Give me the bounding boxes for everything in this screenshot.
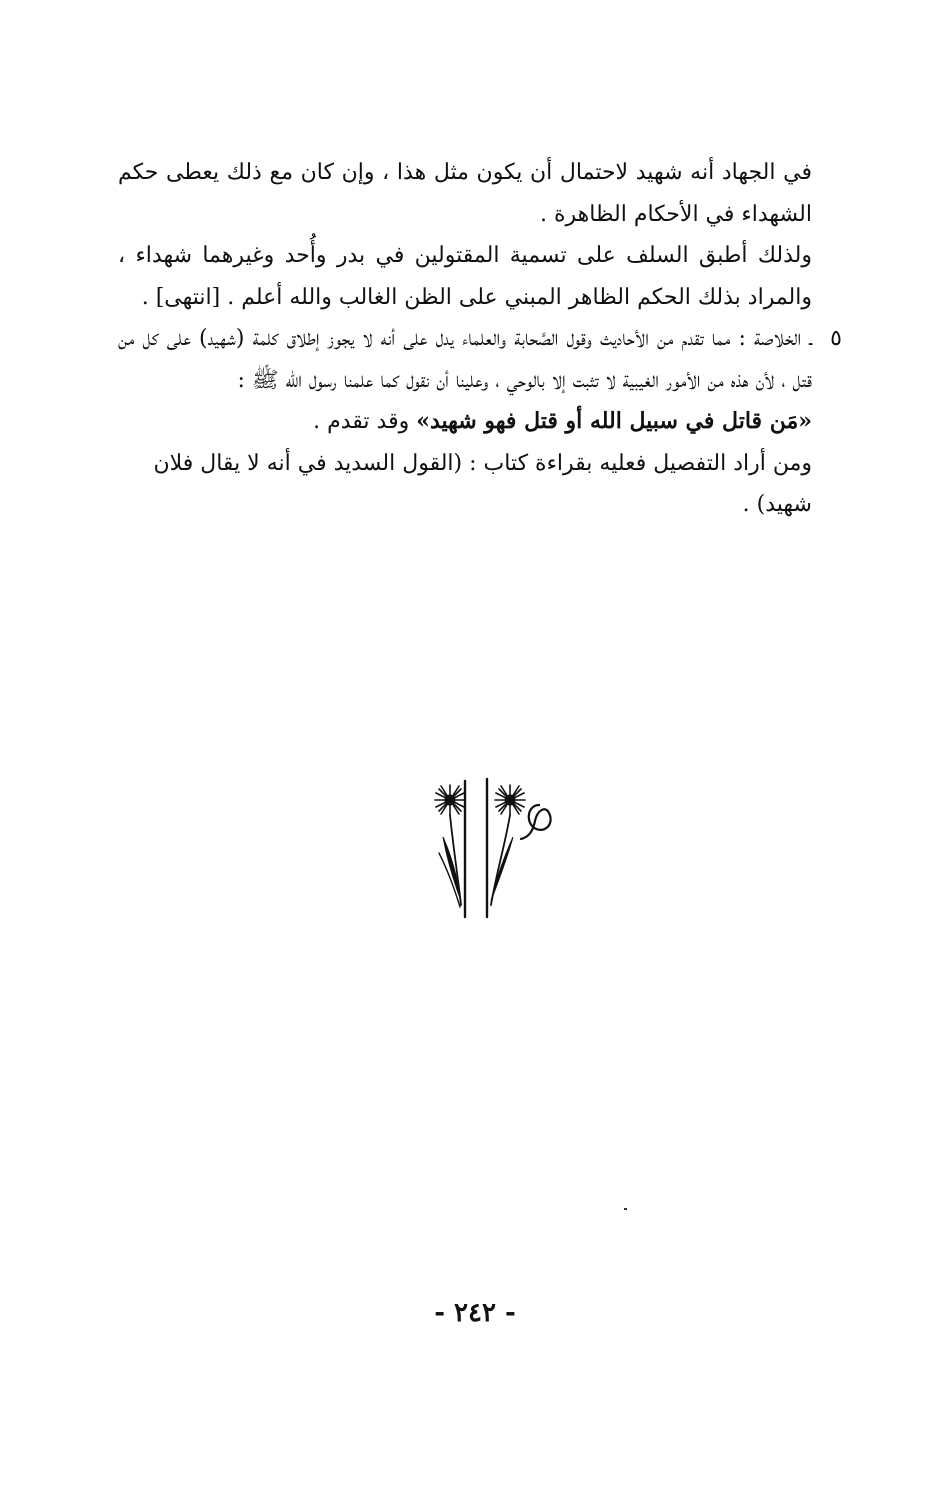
hadith-quote-line (118, 401, 812, 443)
hadith-quote: «مَن قاتل في سبيل الله أو قتل فهو شهيد» (416, 408, 812, 434)
paragraph-jihad-ruling: في الجهاد أنه شهيد لاحتمال أن يكون مثل هذا ، وإن كان مع ذلك يعطى حكم الشهداء في الأحكام الظاهرة . (118, 160, 812, 227)
paragraph-salaf-consensus: ولذلك أطبق السلف على تسمية المقتولين في بدر وأُحد وغيرهما شهداء ، والمراد بذلك الحكم الظاهر المبني على الظن الغالب والله أعلم . [انتهى] . (118, 243, 812, 310)
print-speck (624, 1208, 627, 1210)
floral-end-ornament-icon (421, 775, 561, 923)
page-body-text (118, 152, 842, 526)
list-item-summary-text: ـ الخلاصة : مما تقدم من الأحاديث وقول الصَّحابة والعلماء يدل على أنه لا يجوز إطلاق كلمة (شهيد) على كل من قتل ، لأن هذه من الأمور الغيبية لا تثبت إلا بالوحي ، وعلينا أن نقول كما علمنا رسول الله ﷺ : (118, 326, 812, 393)
list-item-summary (118, 318, 842, 401)
paragraph-book-reference: ومن أراد التفصيل فعليه بقراءة كتاب : (القول السديد في أنه لا يقال فلان شهيد) . (153, 450, 812, 517)
hadith-suffix: وقد تقدم . (313, 409, 417, 434)
list-item-number: ٥ (830, 326, 842, 351)
page-number: - ٢٤٢ - (434, 1298, 516, 1328)
